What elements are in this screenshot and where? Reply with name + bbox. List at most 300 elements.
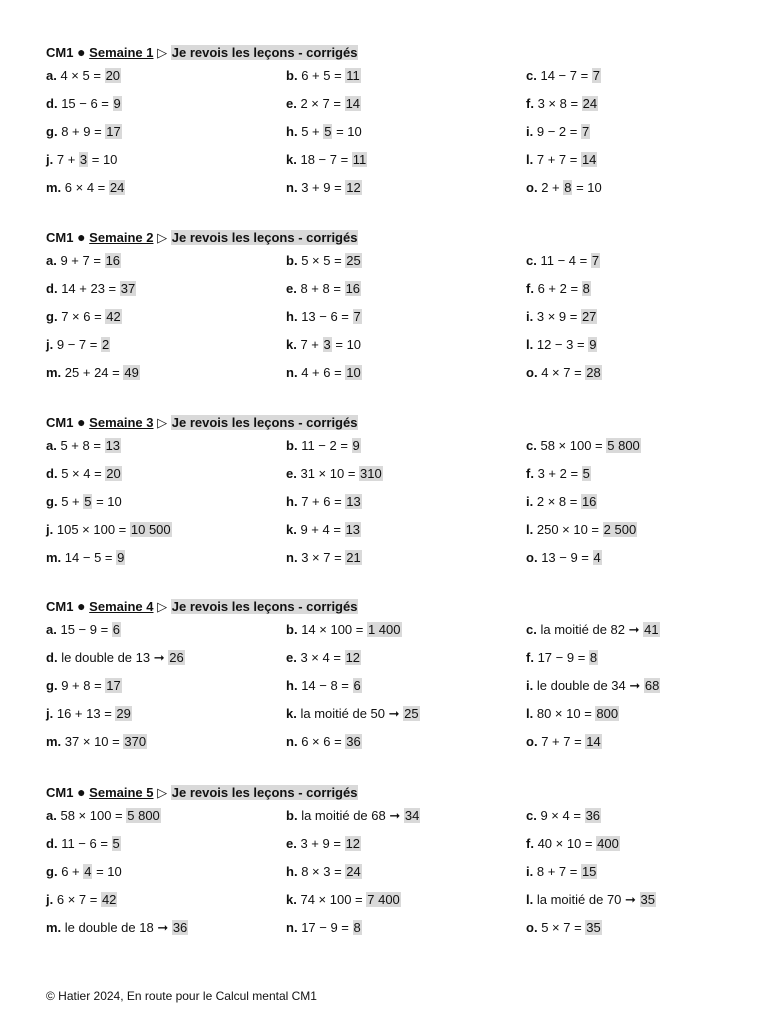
exercise-item [526,914,746,942]
item-question: 3 × 4 = [300,650,345,665]
exercise-item [526,830,746,858]
item-letter: k. [286,522,297,537]
exercise-item [46,303,286,331]
item-question: 7 + 7 = [541,734,586,749]
exercise-item [526,62,746,90]
bullet-dot: ● [77,784,86,800]
item-answer: 17 [106,678,121,693]
item-answer: 11 [346,68,360,83]
item-letter: m. [46,734,62,749]
footer-copyright: © Hatier 2024, En route pour le Calcul mental CM1 [46,989,317,1003]
item-letter: m. [46,180,62,195]
item-question: 17 − 9 = [301,920,353,935]
item-answer: 8 [582,281,590,296]
item-question: 14 − 8 = [301,678,353,693]
item-letter: j. [46,892,54,907]
item-letter: k. [286,892,297,907]
exercise-item [526,488,746,516]
item-letter: k. [286,706,297,721]
item-question: 6 + [61,864,84,879]
item-letter: f. [526,650,534,665]
item-question: 4 × 5 = [60,68,105,83]
item-answer: 5 [112,836,120,851]
item-letter: a. [46,808,57,823]
item-answer: 6 [353,678,361,693]
exercise-item [46,728,286,756]
item-question: la moitié de 82 ➞ [540,622,644,637]
item-letter: d. [46,96,58,111]
item-question: 6 × 4 = [64,180,109,195]
item-letter: o. [526,920,538,935]
item-letter: e. [286,96,297,111]
item-letter: h. [286,864,298,879]
item-letter: a. [46,68,57,83]
exercise-item [46,174,286,202]
exercise-item [526,672,746,700]
item-answer: 24 [109,180,125,195]
exercise-item [46,886,286,914]
exercise-item [526,802,746,830]
item-question: 7 + 7 = [536,152,581,167]
exercise-item [46,432,286,460]
section-week-5 [46,782,746,942]
item-answer: 5 [84,494,92,509]
item-letter: n. [286,180,298,195]
item-letter: i. [526,494,534,509]
item-question: 6 + 5 = [301,68,346,83]
item-answer: 42 [106,309,121,324]
item-letter: f. [526,96,534,111]
item-question: 105 × 100 = [56,522,130,537]
exercise-grid [46,247,746,387]
exercise-item [286,90,526,118]
exercise-item [46,460,286,488]
exercise-item [46,544,286,572]
item-question: 8 × 3 = [301,864,346,879]
item-letter: g. [46,864,58,879]
item-question: 9 + 4 = [300,522,345,537]
item-question: 9 + 7 = [60,253,105,268]
week-label: Semaine 2 [89,230,154,245]
item-question: 5 + [301,124,324,139]
item-letter: a. [46,438,57,453]
item-letter: o. [526,550,538,565]
item-letter: l. [526,706,534,721]
item-question: 11 − 4 = [540,253,591,268]
item-question: 14 − 5 = [64,550,117,565]
item-letter: b. [286,253,298,268]
item-letter: n. [286,920,298,935]
section-week-1 [46,42,746,202]
triangle-arrow-icon: ▷ [157,415,168,430]
item-letter: b. [286,438,298,453]
exercise-item [526,544,746,572]
item-suffix: = 10 [92,864,122,879]
section-title [46,42,746,62]
item-answer: 8 [353,920,361,935]
item-suffix: = 10 [572,180,602,195]
exercise-item [526,728,746,756]
triangle-arrow-icon: ▷ [157,785,168,800]
item-answer: 35 [640,892,655,907]
item-answer: 35 [586,920,601,935]
item-question: le double de 34 ➞ [536,678,644,693]
item-letter: e. [286,466,297,481]
item-question: 9 − 7 = [56,337,101,352]
exercise-item [526,146,746,174]
item-question: 3 + 9 = [300,836,345,851]
item-letter: e. [286,281,297,296]
item-question: 3 + 2 = [537,466,582,481]
item-question: 11 − 2 = [301,438,352,453]
item-letter: c. [526,808,537,823]
item-suffix: = 10 [332,124,362,139]
exercise-item [46,858,286,886]
exercise-item [46,700,286,728]
item-answer: 9 [117,550,125,565]
item-question: la moitié de 50 ➞ [300,706,404,721]
item-letter: f. [526,466,534,481]
item-letter: c. [526,438,537,453]
exercise-item [46,118,286,146]
item-suffix: = 10 [92,494,122,509]
exercise-item [46,146,286,174]
item-suffix: = 10 [88,152,118,167]
item-question: 4 + 6 = [301,365,346,380]
exercise-item [286,62,526,90]
item-letter: i. [526,124,534,139]
item-answer: 9 [589,337,597,352]
item-letter: o. [526,180,538,195]
bullet-dot: ● [77,229,86,245]
section-week-3 [46,412,746,572]
item-letter: g. [46,309,58,324]
item-question: 5 × 4 = [61,466,106,481]
exercise-item [526,174,746,202]
week-label: Semaine 4 [89,599,154,614]
item-question: 58 × 100 = [60,808,127,823]
item-question: 7 + [300,337,323,352]
item-answer: 25 [346,253,361,268]
exercise-item [46,802,286,830]
item-letter: i. [526,864,534,879]
item-question: 6 × 7 = [56,892,101,907]
item-question: 17 − 9 = [537,650,589,665]
item-answer: 1 400 [367,622,401,637]
item-question: 7 × 6 = [61,309,106,324]
item-letter: n. [286,550,298,565]
item-letter: n. [286,734,298,749]
item-question: 14 + 23 = [61,281,120,296]
item-answer: 4 [593,550,601,565]
section-week-4 [46,596,746,756]
section-week-2 [46,227,746,387]
exercise-item [526,700,746,728]
item-question: 6 + 2 = [537,281,582,296]
item-answer: 36 [172,920,188,935]
item-answer: 14 [345,96,361,111]
item-letter: h. [286,678,298,693]
exercise-grid [46,432,746,572]
item-question: 11 − 6 = [61,836,112,851]
item-letter: e. [286,836,297,851]
item-answer: 9 [113,96,121,111]
item-question: 7 + [56,152,79,167]
exercise-item [46,247,286,275]
item-question: 8 + 8 = [300,281,345,296]
exercise-item [46,616,286,644]
item-question: 9 + 8 = [61,678,106,693]
exercise-item [526,118,746,146]
item-letter: a. [46,622,57,637]
item-answer: 34 [404,808,420,823]
item-letter: g. [46,494,58,509]
exercise-item [526,886,746,914]
section-title [46,412,746,432]
item-question: 13 − 9 = [541,550,593,565]
item-answer: 5 800 [127,808,160,823]
item-letter: d. [46,836,58,851]
item-answer: 12 [345,650,361,665]
item-answer: 12 [345,836,361,851]
item-letter: j. [46,706,54,721]
item-answer: 20 [105,68,121,83]
item-question: 16 + 13 = [56,706,116,721]
exercise-item [526,359,746,387]
exercise-item [286,544,526,572]
item-answer: 28 [586,365,601,380]
item-question: 58 × 100 = [540,438,607,453]
item-question: 80 × 10 = [536,706,596,721]
exercise-item [286,644,526,672]
item-question: 9 × 4 = [540,808,585,823]
exercise-item [286,303,526,331]
item-letter: m. [46,550,62,565]
section-title [46,596,746,616]
exercise-grid [46,616,746,756]
item-letter: o. [526,365,538,380]
item-answer: 14 [581,152,597,167]
item-answer: 3 [79,152,88,167]
exercise-item [526,275,746,303]
item-answer: 9 [352,438,360,453]
item-answer: 6 [112,622,121,637]
item-letter: c. [526,253,537,268]
exercise-item [526,90,746,118]
item-answer: 20 [106,466,121,481]
level-label: CM1 [46,45,74,60]
item-answer: 2 500 [603,522,637,537]
item-answer: 42 [101,892,117,907]
item-letter: n. [286,365,298,380]
exercise-item [46,62,286,90]
item-answer: 49 [124,365,139,380]
item-question: 13 − 6 = [301,309,353,324]
item-answer: 10 [346,365,361,380]
item-letter: f. [526,836,534,851]
item-letter: o. [526,734,538,749]
exercise-item [46,516,286,544]
item-letter: k. [286,337,297,352]
item-answer: 27 [581,309,597,324]
exercise-item [286,118,526,146]
level-label: CM1 [46,230,74,245]
item-question: le double de 18 ➞ [64,920,172,935]
week-label: Semaine 1 [89,45,154,60]
item-answer: 10 500 [130,522,171,537]
item-answer: 7 [353,309,361,324]
item-answer: 7 [581,124,590,139]
item-question: 7 + 6 = [301,494,346,509]
exercise-item [526,858,746,886]
exercise-item [46,830,286,858]
item-answer: 13 [346,494,361,509]
exercise-item [286,700,526,728]
level-label: CM1 [46,785,74,800]
item-letter: b. [286,622,298,637]
item-letter: d. [46,466,58,481]
item-question: 18 − 7 = [300,152,352,167]
item-answer: 13 [345,522,361,537]
exercise-item [286,460,526,488]
item-question: 3 + 9 = [301,180,346,195]
exercise-item [286,858,526,886]
item-letter: h. [286,124,298,139]
item-answer: 4 [84,864,92,879]
item-question: le double de 13 ➞ [61,650,169,665]
item-question: 9 − 2 = [536,124,581,139]
section-subtitle: Je revois les leçons - corrigés [171,45,358,60]
item-question: 5 × 5 = [301,253,346,268]
item-answer: 8 [564,180,572,195]
item-question: 2 × 7 = [300,96,345,111]
level-label: CM1 [46,599,74,614]
exercise-item [46,644,286,672]
item-answer: 15 [581,864,597,879]
item-letter: h. [286,309,298,324]
item-question: 5 + 8 = [60,438,105,453]
exercise-item [286,914,526,942]
item-answer: 5 [582,466,590,481]
item-answer: 8 [589,650,598,665]
item-question: 4 × 7 = [541,365,586,380]
item-answer: 5 [324,124,332,139]
triangle-arrow-icon: ▷ [157,599,168,614]
item-answer: 16 [581,494,597,509]
item-question: 8 + 7 = [536,864,581,879]
item-answer: 12 [346,180,361,195]
exercise-item [286,174,526,202]
exercise-item [286,728,526,756]
item-answer: 3 [323,337,331,352]
section-title [46,782,746,802]
exercise-item [286,247,526,275]
exercise-item [286,488,526,516]
item-letter: f. [526,281,534,296]
exercise-item [286,616,526,644]
item-letter: j. [46,337,54,352]
exercise-item [46,672,286,700]
exercise-item [526,303,746,331]
exercise-item [286,886,526,914]
exercise-item [526,247,746,275]
item-letter: g. [46,678,58,693]
exercise-item [46,914,286,942]
item-answer: 310 [360,466,382,481]
exercise-grid [46,802,746,942]
item-answer: 16 [345,281,361,296]
item-answer: 400 [597,836,619,851]
item-answer: 370 [124,734,147,749]
exercise-item [46,275,286,303]
exercise-item [526,616,746,644]
item-question: 15 − 9 = [60,622,112,637]
level-label: CM1 [46,415,74,430]
item-answer: 25 [404,706,419,721]
item-answer: 29 [116,706,131,721]
exercise-grid [46,62,746,202]
section-title [46,227,746,247]
exercise-item [286,672,526,700]
item-answer: 11 [352,152,367,167]
exercise-item [526,516,746,544]
item-question: 14 × 100 = [301,622,367,637]
exercise-item [526,331,746,359]
item-letter: l. [526,892,534,907]
section-subtitle: Je revois les leçons - corrigés [171,599,358,614]
item-question: 37 × 10 = [64,734,124,749]
exercise-item [286,146,526,174]
triangle-arrow-icon: ▷ [157,230,168,245]
exercise-item [286,359,526,387]
triangle-arrow-icon: ▷ [157,45,168,60]
item-answer: 37 [120,281,136,296]
item-answer: 17 [106,124,121,139]
exercise-item [526,644,746,672]
item-question: 3 × 7 = [301,550,346,565]
item-question: la moitié de 68 ➞ [301,808,404,823]
item-letter: g. [46,124,58,139]
section-subtitle: Je revois les leçons - corrigés [171,230,358,245]
item-letter: l. [526,152,534,167]
item-letter: b. [286,808,298,823]
item-letter: j. [46,152,54,167]
item-letter: b. [286,68,298,83]
item-answer: 24 [582,96,598,111]
item-answer: 36 [346,734,361,749]
item-question: 250 × 10 = [536,522,603,537]
item-answer: 5 800 [607,438,640,453]
item-question: 31 × 10 = [300,466,360,481]
item-letter: l. [526,522,534,537]
item-question: 5 + [61,494,84,509]
section-subtitle: Je revois les leçons - corrigés [171,415,358,430]
exercise-item [286,432,526,460]
item-answer: 14 [586,734,601,749]
item-answer: 36 [585,808,601,823]
exercise-item [286,802,526,830]
item-question: 3 × 9 = [536,309,581,324]
item-question: 8 + 9 = [61,124,106,139]
exercise-item [46,331,286,359]
item-letter: c. [526,68,537,83]
item-question: 40 × 10 = [537,836,597,851]
bullet-dot: ● [77,598,86,614]
item-answer: 7 400 [367,892,400,907]
exercise-item [526,432,746,460]
exercise-item [286,275,526,303]
item-question: 74 × 100 = [300,892,367,907]
